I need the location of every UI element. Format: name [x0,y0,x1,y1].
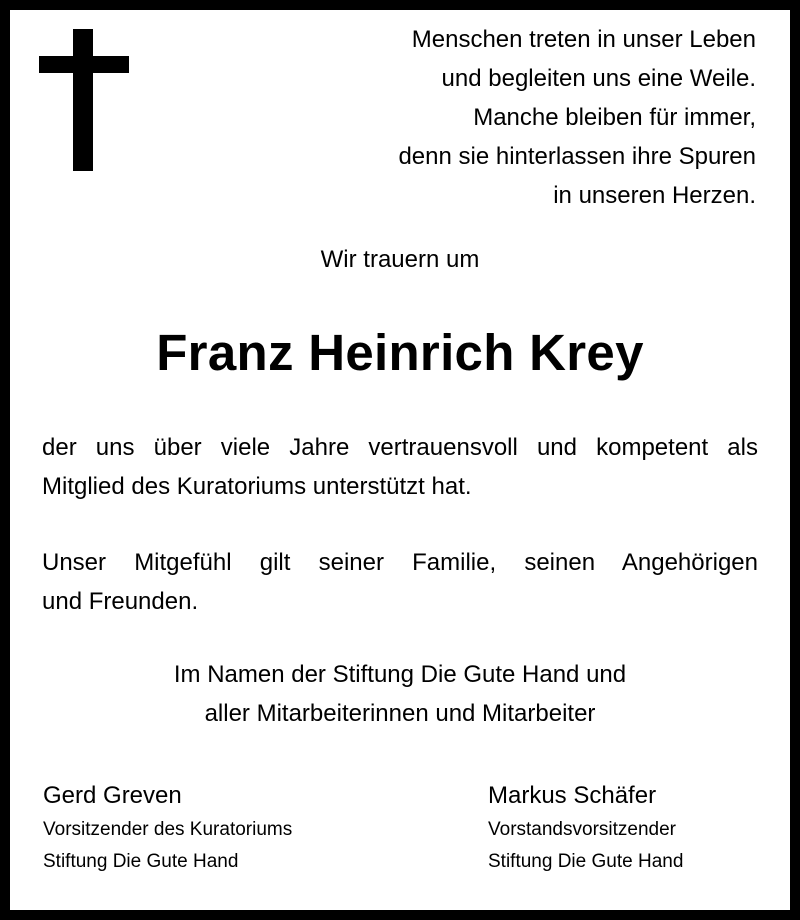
signatory-organization: Stiftung Die Gute Hand [488,851,684,872]
signatory-name: Gerd Greven [43,782,182,809]
poem-line: Manche bleiben für immer, [473,104,756,131]
paragraph-line: der uns über viele Jahre vertrauensvoll und kompetent als [42,434,758,461]
poem-line: in unseren Herzen. [553,182,756,209]
signatory-right [488,778,683,878]
signatory-title: Vorstandsvorsitzender [488,819,676,840]
deceased-name: Franz Heinrich Krey [156,324,644,381]
signatory-title: Vorsitzender des Kuratoriums [43,819,293,840]
closing-statement [0,655,800,733]
closing-line: Im Namen der Stiftung Die Gute Hand und [173,661,627,688]
cross-icon [39,29,129,171]
poem-line: Menschen treten in unser Leben [411,26,756,53]
condolence-paragraph [42,543,758,621]
tribute-paragraph [42,428,758,506]
signatory-organization: Stiftung Die Gute Hand [43,851,239,872]
cross-horizontal-bar [39,56,129,73]
poem-line: denn sie hinterlassen ihre Spuren [398,143,756,170]
cross-vertical-bar [73,29,93,171]
signatory-left [43,778,292,878]
memorial-poem [316,20,756,215]
signatory-name: Markus Schäfer [488,782,657,809]
closing-line: aller Mitarbeiterinnen und Mitarbeiter [204,700,596,727]
poem-line: und begleiten uns eine Weile. [441,65,756,92]
paragraph-line: Unser Mitgefühl gilt seiner Familie, seinen Angehörigen [42,549,758,576]
paragraph-line: und Freunden. [42,588,199,615]
paragraph-line: Mitglied des Kuratoriums unterstützt hat. [42,473,472,500]
mourning-intro: Wir trauern um [320,246,480,273]
